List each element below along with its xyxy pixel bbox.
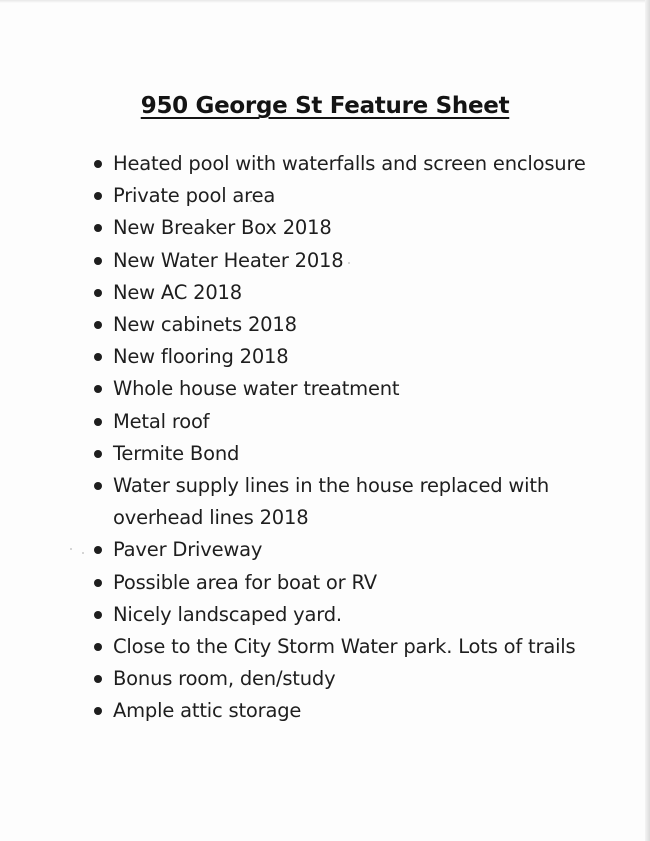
list-item — [92, 470, 592, 534]
list-item — [92, 406, 592, 438]
bullet-icon — [94, 707, 102, 715]
feature-text: New cabinets 2018 — [113, 313, 297, 337]
list-item — [92, 663, 592, 695]
list-item — [92, 341, 592, 373]
bullet-icon — [94, 482, 102, 490]
feature-text: Bonus room, den/study — [113, 667, 336, 691]
list-item — [92, 309, 592, 341]
list-item — [92, 212, 592, 244]
list-item — [92, 534, 592, 566]
feature-text: Paver Driveway — [113, 538, 263, 562]
bullet-icon — [94, 257, 102, 265]
feature-text: New Breaker Box 2018 — [113, 216, 332, 240]
list-item — [92, 599, 592, 631]
feature-text: Metal roof — [113, 409, 210, 433]
feature-text: Termite Bond — [113, 441, 240, 465]
bullet-icon — [94, 192, 102, 200]
feature-text: Whole house water treatment — [113, 377, 400, 401]
list-item — [92, 567, 592, 599]
bullet-icon — [94, 353, 102, 361]
scan-edge-right — [645, 0, 650, 841]
feature-text: Water supply lines in the house replaced with overhead lines 2018 — [113, 474, 549, 530]
bullet-icon — [94, 450, 102, 458]
list-item — [92, 180, 592, 212]
bullet-icon — [94, 289, 102, 297]
feature-list — [92, 148, 592, 728]
list-item — [92, 373, 592, 405]
page-title-text: 950 George St Feature Sheet — [140, 93, 510, 120]
bullet-icon — [94, 675, 102, 683]
list-item — [92, 277, 592, 309]
scan-edge-top — [0, 0, 650, 3]
bullet-icon — [94, 643, 102, 651]
feature-text: Private pool area — [113, 184, 276, 208]
bullet-icon — [94, 579, 102, 587]
list-item — [92, 695, 592, 727]
feature-text: Ample attic storage — [113, 699, 302, 723]
list-item — [92, 148, 592, 180]
page-title — [0, 93, 650, 119]
feature-text: Close to the City Storm Water park. Lots of trails — [113, 635, 576, 659]
feature-text: Possible area for boat or RV — [113, 570, 377, 594]
feature-text: New Water Heater 2018 — [113, 248, 344, 272]
scan-speck — [82, 552, 84, 554]
bullet-icon — [94, 385, 102, 393]
bullet-icon — [94, 546, 102, 554]
bullet-icon — [94, 224, 102, 232]
list-item — [92, 245, 592, 277]
bullet-icon — [94, 321, 102, 329]
scan-speck — [70, 548, 72, 550]
list-item — [92, 631, 592, 663]
feature-text: Nicely landscaped yard. — [113, 602, 342, 626]
bullet-icon — [94, 611, 102, 619]
list-item — [92, 438, 592, 470]
feature-text: New AC 2018 — [113, 280, 242, 304]
bullet-icon — [94, 418, 102, 426]
feature-text: Heated pool with waterfalls and screen enclosure — [113, 152, 586, 175]
feature-text: New flooring 2018 — [113, 345, 289, 369]
bullet-icon — [94, 160, 102, 168]
